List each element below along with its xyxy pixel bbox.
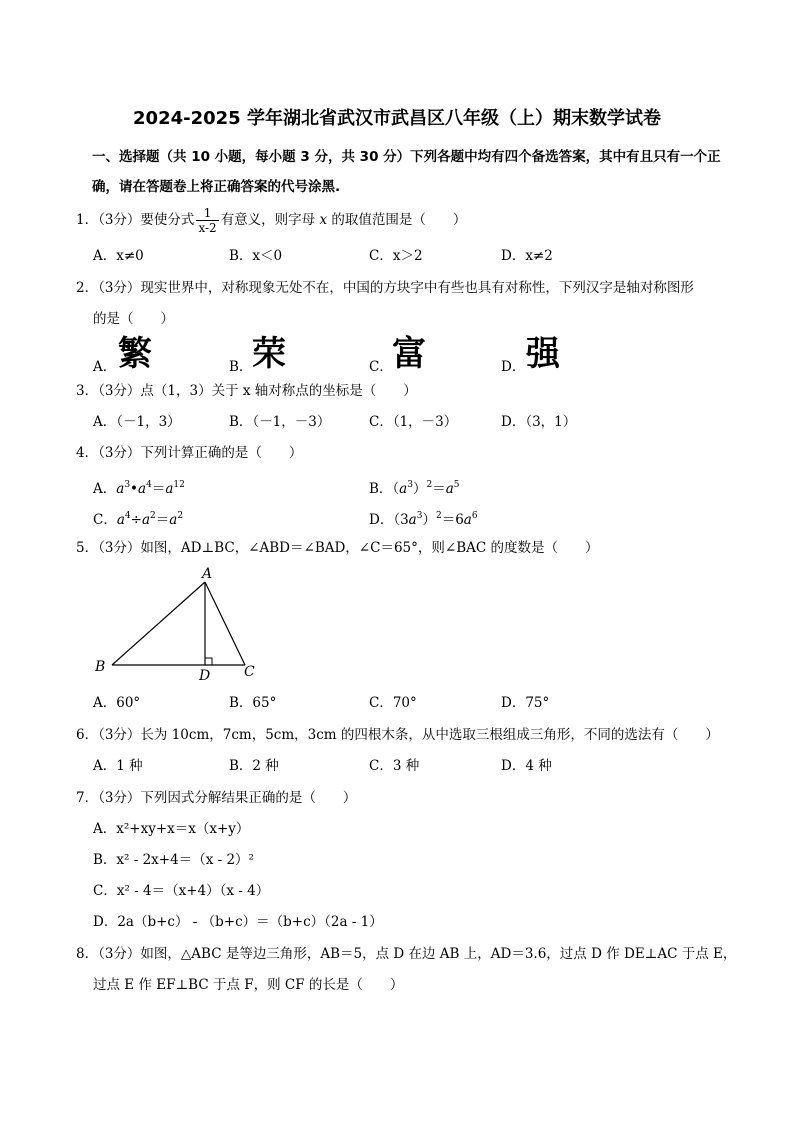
q4d-p1: （3 [393, 512, 409, 528]
q4-option-b [369, 476, 460, 498]
q5-option-a: A．60° [93, 695, 141, 711]
q1-stem-end: 的取值范围是（ ） [331, 212, 467, 228]
q4d-eq: ＝6 [441, 512, 464, 528]
q4d-e2: 2 [435, 511, 442, 521]
q4b-a3: a [445, 481, 454, 497]
q4b-e1: 3 [407, 480, 413, 490]
q4a-e3: 12 [173, 480, 185, 490]
q4c-op: ÷ [130, 512, 142, 528]
q4d-label: D． [369, 512, 394, 528]
q5-triangle-figure [90, 565, 270, 685]
q6-option-a: A．1 种 [93, 758, 143, 774]
q4d-a1: a [408, 512, 417, 528]
q2-char-a: 繁 [118, 334, 152, 374]
q2-char-b: 荣 [252, 334, 286, 374]
q1-option-b: B．x＜0 [229, 248, 283, 264]
q4a-eq: ＝ [151, 481, 166, 497]
q5-side-ab [112, 582, 205, 665]
q2-char-d: 强 [526, 334, 560, 374]
q6-option-d: D．4 种 [501, 758, 552, 774]
question-7-stem: 7．（3分）下列因式分解结果正确的是（ ） [76, 790, 357, 806]
section-instructions: 一、选择题（共 10 小题，每小题 3 分，共 30 分）下列各题中均有四个备选答案，其中有且只有一个正确，请在答题卷上将正确答案的代号涂黑. [92, 149, 721, 195]
q4c-e1: 4 [124, 511, 131, 521]
q4c-a3: a [169, 512, 178, 528]
q2-label-a: A． [93, 359, 117, 375]
q4b-e3: 5 [453, 480, 460, 490]
question-2-line2: 的是（ ） [93, 311, 174, 327]
q6-option-b: B．2 种 [229, 758, 279, 774]
q5-right-angle-mark [205, 658, 212, 665]
q4c-label: C． [93, 512, 117, 528]
q4a-e1: 3 [124, 480, 131, 490]
q5-label-a: A [202, 566, 213, 582]
q1-fraction [196, 206, 218, 235]
q4c-eq: ＝ [155, 512, 170, 528]
q1-var: x [319, 212, 328, 228]
q4b-a1: a [399, 481, 408, 497]
question-6-stem: 6．（3分）长为 10cm，7cm，5cm，3cm 的四根木条，从中选取三根组成三角形，不同的选法有（ ） [76, 727, 719, 743]
q6-option-c: C．3 种 [369, 758, 420, 774]
q3-option-d: D．（3，1） [501, 414, 577, 430]
q4d-a3: a [463, 512, 472, 528]
question-4-stem: 4．（3分）下列计算正确的是（ ） [76, 445, 303, 461]
question-3-stem: 3．（3分）点（1，3）关于 x 轴对称点的坐标是（ ） [76, 383, 417, 399]
q4d-e1: 3 [416, 511, 423, 521]
q7-option-b: B．x² - 2x+4＝（x - 2）² [93, 852, 254, 868]
q4-option-d [369, 507, 478, 529]
q1-frac-den: x-2 [198, 221, 217, 235]
q4-option-c [93, 507, 183, 529]
q2-label-c: C． [369, 359, 393, 375]
q4b-label: B． [369, 481, 393, 497]
page-title: 2024-2025 学年湖北省武汉市武昌区八年级（上）期末数学试卷 [133, 108, 661, 129]
q4-option-a [93, 476, 185, 498]
q4a-dot: • [130, 481, 139, 497]
q2-label-d: D． [501, 359, 526, 375]
question-8-line1: 8．（3分）如图，△ABC 是等边三角形，AB＝5，点 D 在边 AB 上，AD＝3.6，过点 D 作 DE⊥AC 于点 E， [76, 946, 737, 962]
question-5-stem: 5．（3分）如图，AD⊥BC，∠ABD＝∠BAD，∠C＝65°，则∠BAC 的度数是（ ） [76, 540, 599, 556]
q5-option-b: B．65° [229, 695, 277, 711]
q4d-e3: 6 [471, 511, 478, 521]
q5-label-c: C [244, 664, 255, 680]
q5-option-d: D．75° [501, 695, 550, 711]
q4b-e2: 2 [426, 480, 433, 490]
q7-option-d: D．2a（b+c） - （b+c）＝（b+c）（2a - 1） [93, 914, 383, 930]
q1-stem-after: 有意义，则字母 [220, 212, 316, 228]
q3-option-b: B．（－1，－3） [229, 414, 331, 430]
q4b-eq: ＝ [432, 481, 446, 497]
q4a-a1: a [116, 481, 125, 497]
question-2-line1: 2．（3分）现实世界中，对称现象无处不在，中国的方块字中有些也具有对称性，下列汉字是轴对称图形 [76, 280, 694, 296]
q4c-a2: a [141, 512, 151, 528]
q4a-label: A． [93, 481, 117, 497]
q1-option-d: D．x≠2 [501, 248, 553, 264]
question-8-line2: 过点 E 作 EF⊥BC 于点 F，则 CF 的长是（ ） [93, 977, 404, 993]
q2-char-c: 富 [392, 334, 426, 374]
q4a-e2: 4 [146, 480, 152, 490]
question-1-stem [76, 206, 466, 235]
q4a-a2: a [138, 481, 147, 497]
q7-option-c: C．x² - 4＝（x+4）（x - 4） [93, 883, 270, 899]
q1-option-c: C．x＞2 [369, 248, 423, 264]
q5-label-b: B [95, 659, 106, 675]
q1-frac-num: 1 [196, 206, 218, 221]
q4b-p1: （ [392, 481, 400, 497]
q4c-e3: 2 [177, 511, 184, 521]
q4c-a1: a [116, 512, 125, 528]
q4b-p2: ） [412, 481, 427, 497]
q2-label-b: B． [229, 359, 253, 375]
q3-option-c: C．（1，－3） [369, 414, 458, 430]
q5-option-c: C．70° [369, 695, 417, 711]
q1-option-a: A．x≠0 [93, 248, 144, 264]
q4c-e2: 2 [150, 511, 156, 521]
q4a-a3: a [165, 481, 174, 497]
q4d-p2: ） [422, 512, 436, 528]
q5-label-d: D [199, 668, 211, 684]
q5-side-ac [205, 582, 245, 665]
q1-stem-before: 1．（3分）要使分式 [76, 212, 195, 228]
q7-option-a: A．x²+xy+x＝x（x+y） [93, 821, 250, 837]
q3-option-a: A．（－1，3） [93, 414, 181, 430]
